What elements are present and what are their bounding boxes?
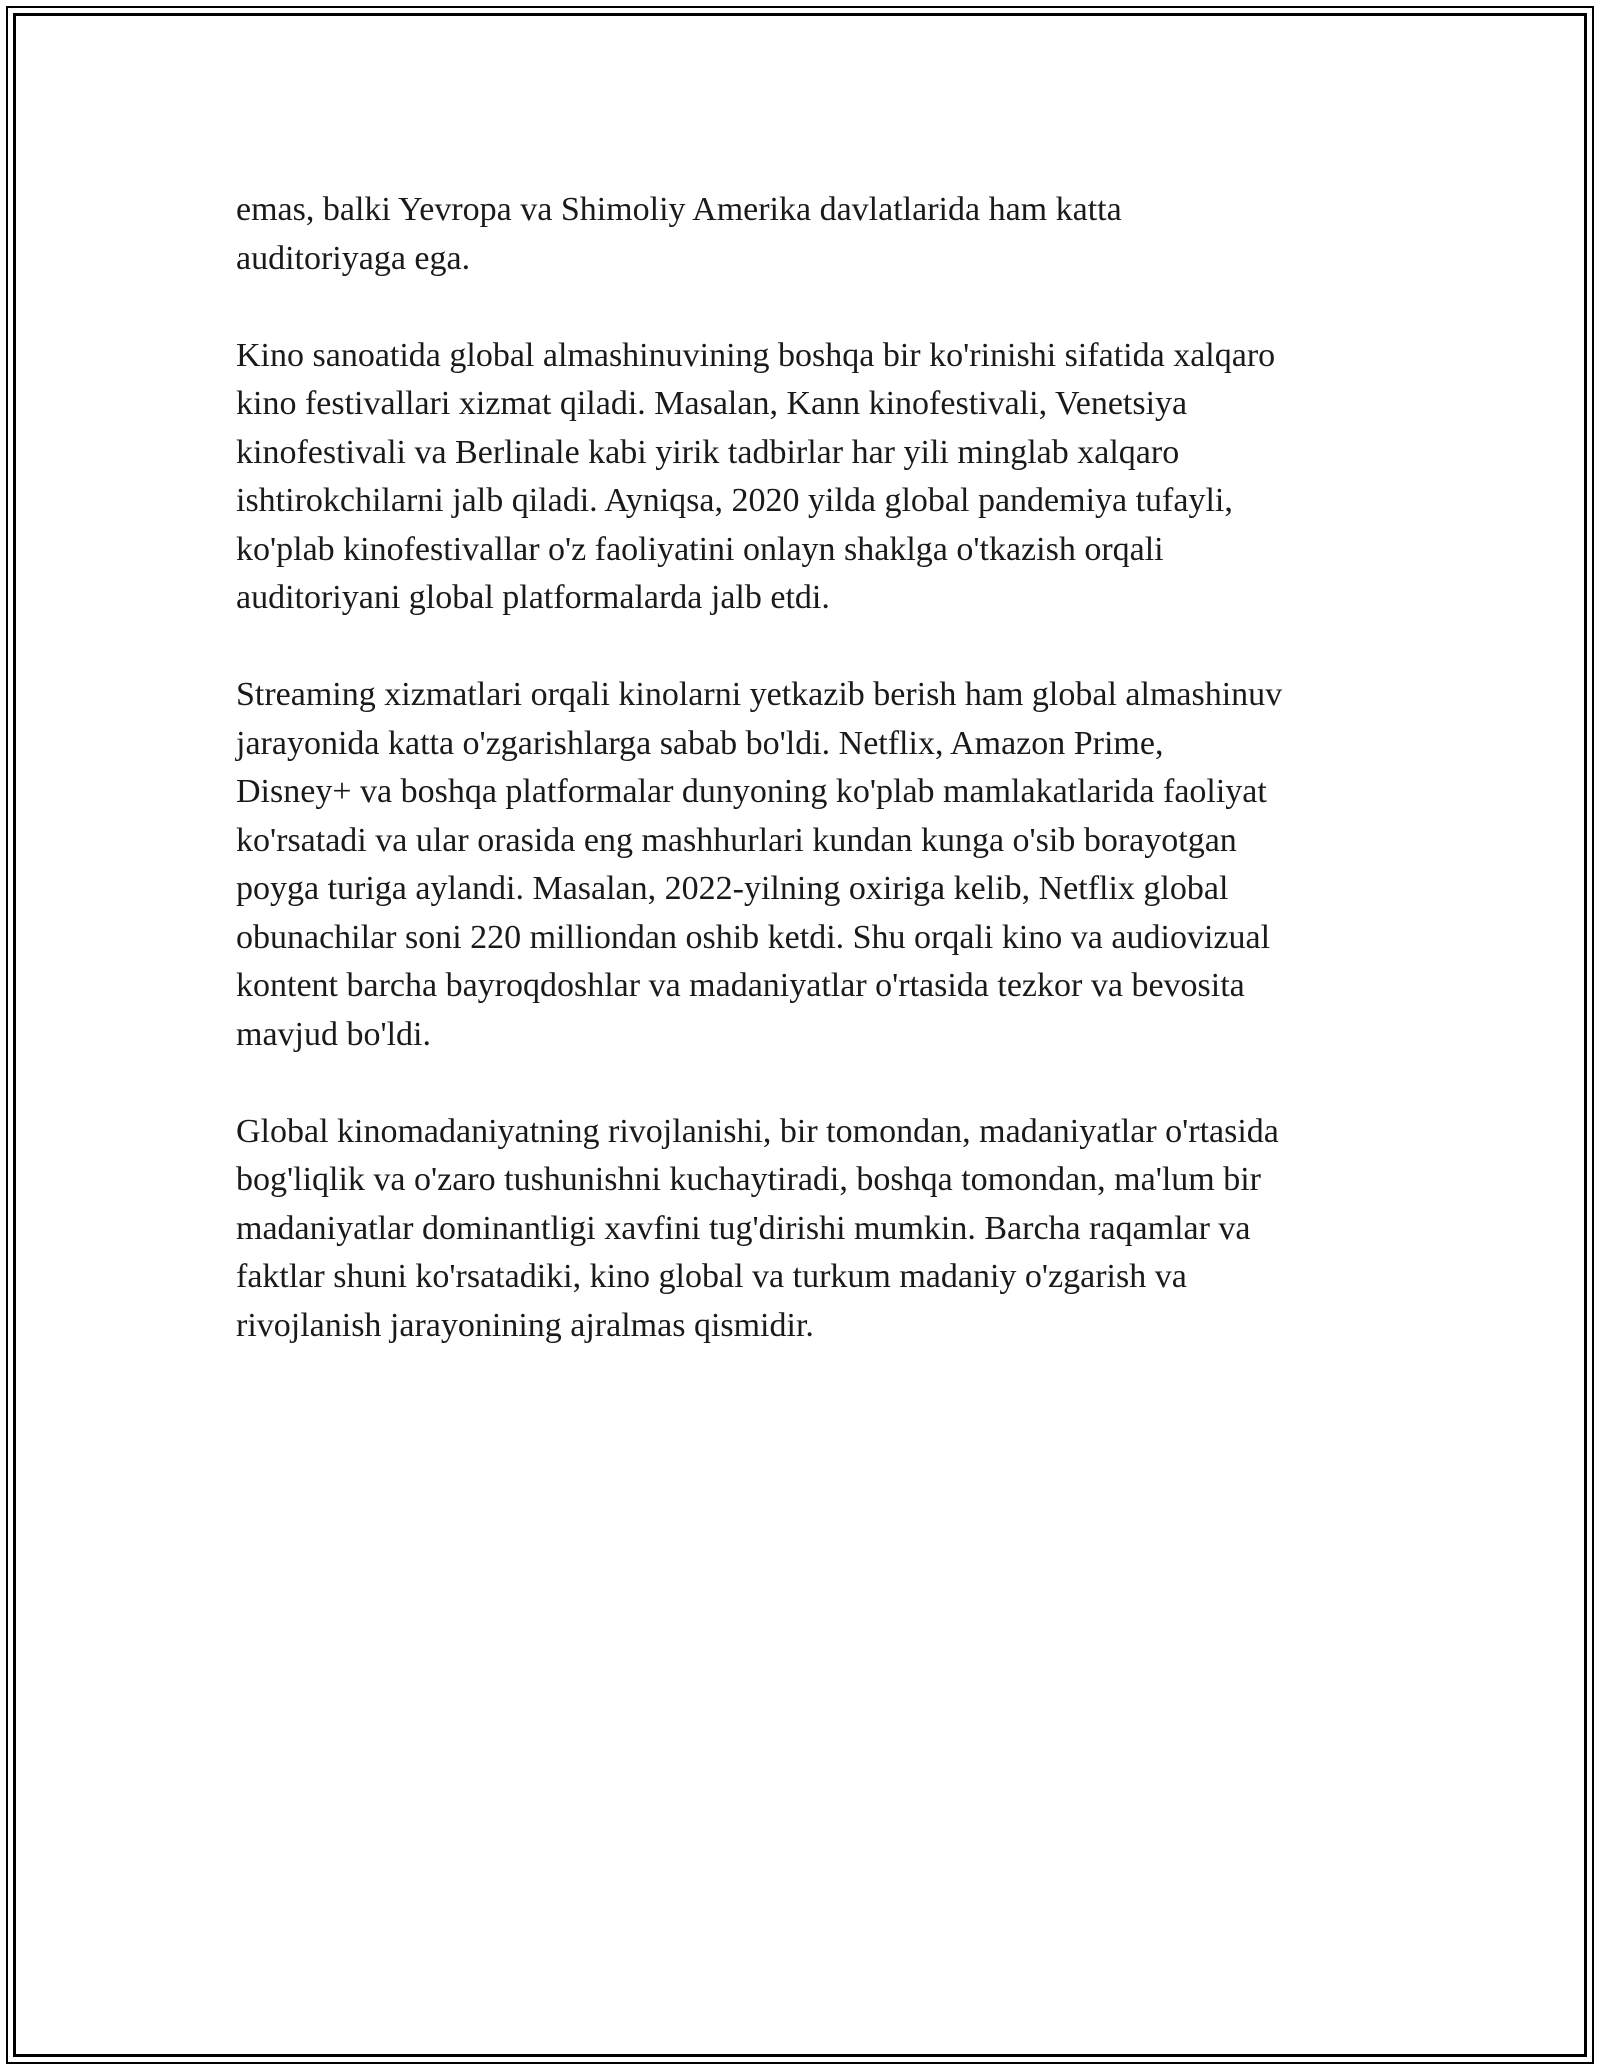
paragraph-1: emas, balki Yevropa va Shimoliy Amerika davlatlarida ham katta auditoriyaga ega. <box>236 191 1122 277</box>
paragraph-2: Kino sanoatida global almashinuvining boshqa bir ko'rinishi sifatida xalqaro kino festivallari xizmat qiladi. Masalan, Kann kinofestivali, Venetsiya kinofestivali va Berlinale kabi yirik tadbirlar har yili minglab xalqaro ishtirokchilarni jalb qiladi. Ayniqsa, 2020 yilda global pandemiya tufayli, ko'plab kinofestivallar o'z faoliyatini onlayn shaklga o'tkazish orqali auditoriyani global platformalarda jalb etdi. <box>236 336 1276 616</box>
paragraph-4: Global kinomadaniyatning rivojlanishi, bir tomondan, madaniyatlar o'rtasida bog'liqlik va o'zaro tushunishni kuchaytiradi, boshqa tomondan, ma'lum bir madaniyatlar dominantligi xavfini tug'dirishi mumkin. Barcha raqamlar va faktlar shuni ko'rsatadiki, kino global va turkum madaniy o'zgarish va rivojlanish jarayonining ajralmas qismidir. <box>236 1112 1279 1344</box>
document-body <box>236 186 1386 1350</box>
paragraph-3: Streaming xizmatlari orqali kinolarni yetkazib berish ham global almashinuv jarayonida katta o'zgarishlarga sabab bo'ldi. Netflix, Amazon Prime, Disney+ va boshqa platformalar dunyoning ko'plab mamlakatlarida faoliyat ko'rsatadi va ular orasida eng mashhurlari kundan kunga o'sib borayotgan poyga turiga aylandi. Masalan, 2022-yilning oxiriga kelib, Netflix global obunachilar soni 220 milliondan oshib ketdi. Shu orqali kino va audiovizual kontent barcha bayroqdoshlar va madaniyatlar o'rtasida tezkor va bevosita mavjud bo'ldi. <box>236 676 1283 1053</box>
